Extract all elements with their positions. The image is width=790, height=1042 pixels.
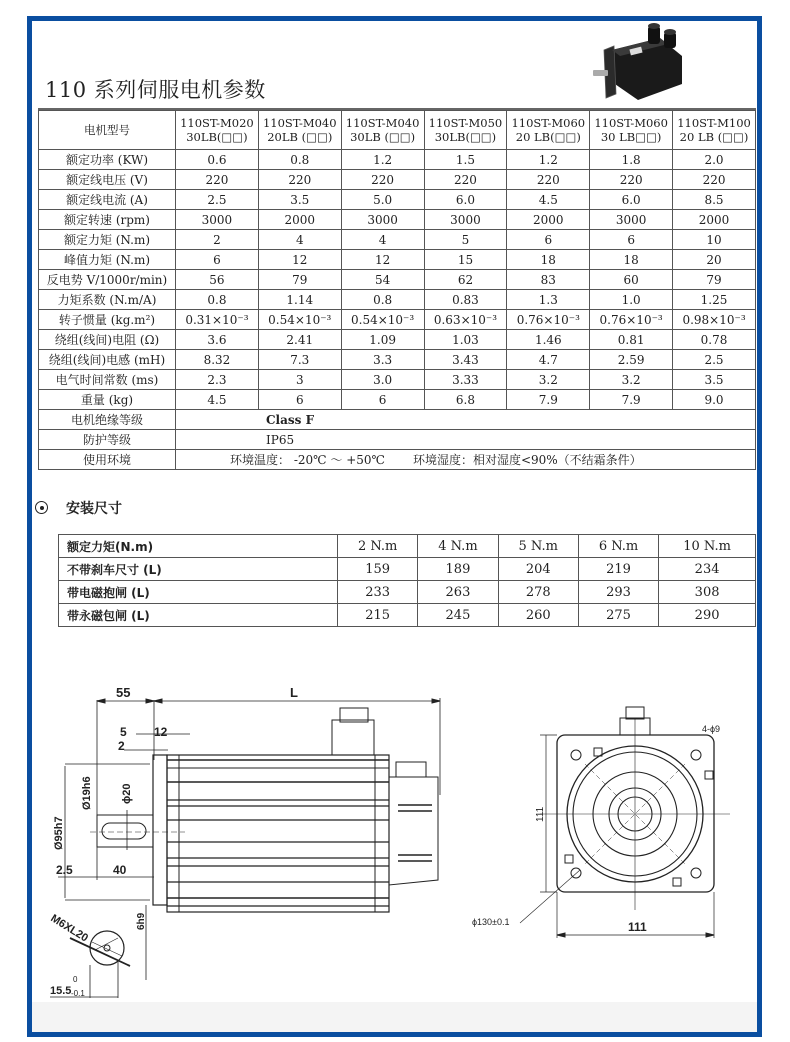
bottom-band	[32, 1002, 757, 1032]
spec-value: 1.09	[341, 330, 424, 350]
spec-value: 3.3	[341, 350, 424, 370]
spec-value: 7.9	[590, 390, 673, 410]
model-header: 电机型号	[39, 111, 176, 150]
spec-value: 0.8	[258, 150, 341, 170]
spec-value: 8.5	[673, 190, 756, 210]
spec-value: 3	[258, 370, 341, 390]
spec-value: 1.14	[258, 290, 341, 310]
side-view	[48, 685, 440, 998]
model-cell	[507, 111, 590, 150]
spec-value: 1.0	[590, 290, 673, 310]
spec-value: 6	[341, 390, 424, 410]
model-line-1: 110ST-M020	[180, 116, 254, 130]
spec-row-label: 电气时间常数 (ms)	[39, 370, 176, 390]
spec-value: 0.83	[424, 290, 507, 310]
spec-row	[39, 390, 756, 410]
spec-value: 220	[424, 170, 507, 190]
spec-row-label: 力矩系数 (N.m/A)	[39, 290, 176, 310]
dim-19h6: Ø19h6	[81, 776, 93, 810]
dims-value: 260	[498, 604, 578, 627]
spec-row-label: 峰值力矩 (N.m)	[39, 250, 176, 270]
dim-40: 40	[113, 863, 127, 877]
dims-row	[59, 581, 756, 604]
holes-label: 4-ϕ9	[702, 724, 721, 734]
spec-value: 5.0	[341, 190, 424, 210]
install-section-title: 安装尺寸	[66, 501, 122, 517]
spec-value: 3000	[424, 210, 507, 230]
spec-value: 220	[341, 170, 424, 190]
spec-value: 15	[424, 250, 507, 270]
spec-value: 9.0	[673, 390, 756, 410]
model-line-2: 20LB (□□)	[267, 130, 333, 144]
spec-value: 62	[424, 270, 507, 290]
model-cell	[673, 111, 756, 150]
environment-value	[176, 450, 756, 470]
spec-value: 2.5	[673, 350, 756, 370]
spec-value: 4	[341, 230, 424, 250]
spec-value: 3.6	[176, 330, 259, 350]
spec-value: 0.81	[590, 330, 673, 350]
motor-dimension-drawing	[40, 680, 755, 1000]
dim-20: ϕ20	[121, 783, 133, 804]
env-temperature: 环境温度： -20℃ ～ +50℃	[230, 452, 385, 467]
spec-value: 12	[258, 250, 341, 270]
dim-5: 5	[120, 725, 127, 739]
front-height: 111	[535, 806, 546, 822]
dims-value: 233	[338, 581, 418, 604]
spec-value: 6	[258, 390, 341, 410]
spec-value: 5	[424, 230, 507, 250]
spec-row	[39, 250, 756, 270]
model-line-1: 110ST-M040	[345, 116, 420, 130]
spec-row-label: 转子惯量 (kg.m²)	[39, 310, 176, 330]
dims-row	[59, 604, 756, 627]
spec-value: 1.3	[507, 290, 590, 310]
insulation-label: 电机绝缘等级	[39, 410, 176, 430]
spec-value: 56	[176, 270, 259, 290]
spec-value: 0.98×10⁻³	[673, 310, 756, 330]
spec-value: 1.8	[590, 150, 673, 170]
model-line-2: 30LB(□□)	[434, 130, 497, 144]
spec-value: 1.03	[424, 330, 507, 350]
spec-value: 0.76×10⁻³	[507, 310, 590, 330]
spec-row	[39, 190, 756, 210]
insulation-row	[39, 410, 756, 430]
spec-row	[39, 350, 756, 370]
dims-row	[59, 558, 756, 581]
spec-row	[39, 230, 756, 250]
spec-value: 220	[590, 170, 673, 190]
spec-value: 0.31×10⁻³	[176, 310, 259, 330]
dims-value: 245	[418, 604, 498, 627]
torque-header: 6 N.m	[578, 535, 658, 558]
dims-value: 189	[418, 558, 498, 581]
dims-value: 290	[659, 604, 756, 627]
spec-value: 3000	[590, 210, 673, 230]
model-line-2: 30LB (□□)	[350, 130, 416, 144]
environment-label: 使用环境	[39, 450, 176, 470]
spec-row-label: 额定线电压 (V)	[39, 170, 176, 190]
spec-value: 7.9	[507, 390, 590, 410]
spec-value: 7.3	[258, 350, 341, 370]
dim-2-5: 2.5	[56, 863, 73, 877]
key-dim: 15.5	[50, 985, 72, 997]
dim-55: 55	[116, 685, 131, 700]
thread-label: M6XL20	[48, 912, 91, 945]
dims-header-label: 额定力矩(N.m)	[59, 535, 338, 558]
dims-value: 159	[338, 558, 418, 581]
spec-row-label: 重量 (kg)	[39, 390, 176, 410]
dims-value: 263	[418, 581, 498, 604]
front-view	[472, 707, 730, 938]
spec-value: 4.5	[176, 390, 259, 410]
model-cell	[590, 111, 673, 150]
spec-value: 0.8	[341, 290, 424, 310]
spec-value: 60	[590, 270, 673, 290]
servo-motor-photo	[590, 20, 690, 106]
spec-value: 3.0	[341, 370, 424, 390]
spec-row	[39, 310, 756, 330]
spec-value: 18	[590, 250, 673, 270]
spec-value: 2000	[673, 210, 756, 230]
dim-12: 12	[154, 725, 168, 739]
spec-value: 0.8	[176, 290, 259, 310]
spec-value: 0.6	[176, 150, 259, 170]
spec-row-label: 额定线电流 (A)	[39, 190, 176, 210]
spec-value: 54	[341, 270, 424, 290]
spec-value: 6.0	[590, 190, 673, 210]
page-title: 110 系列伺服电机参数	[45, 78, 266, 102]
spec-row	[39, 290, 756, 310]
dims-value: 219	[578, 558, 658, 581]
spec-value: 3.5	[673, 370, 756, 390]
model-line-1: 110ST-M050	[428, 116, 503, 130]
pcd-label: ϕ130±0.1	[472, 917, 510, 927]
spec-value: 79	[258, 270, 341, 290]
model-cell	[424, 111, 507, 150]
key-tol-down: -0.1	[71, 989, 85, 998]
model-line-1: 110ST-M060	[594, 116, 668, 130]
spec-value: 1.5	[424, 150, 507, 170]
spec-value: 83	[507, 270, 590, 290]
key-tol-up: 0	[73, 975, 78, 984]
torque-header: 4 N.m	[418, 535, 498, 558]
target-icon	[35, 501, 48, 514]
spec-value: 6	[507, 230, 590, 250]
dims-value: 293	[578, 581, 658, 604]
model-line-1: 110ST-M040	[262, 116, 337, 130]
spec-value: 3.33	[424, 370, 507, 390]
spec-value: 79	[673, 270, 756, 290]
model-line-2: 30LB(□□)	[186, 130, 248, 144]
dims-value: 215	[338, 604, 418, 627]
environment-row	[39, 450, 756, 470]
dims-value: 204	[498, 558, 578, 581]
model-line-1: 110ST-M100	[677, 116, 751, 130]
spec-value: 3.2	[507, 370, 590, 390]
spec-value: 0.54×10⁻³	[258, 310, 341, 330]
spec-row-label: 绕组(线间)电感 (mH)	[39, 350, 176, 370]
dim-6h9: 6h9	[136, 912, 147, 930]
dims-value: 308	[659, 581, 756, 604]
dim-2: 2	[118, 739, 125, 753]
spec-value: 220	[673, 170, 756, 190]
torque-header: 5 N.m	[498, 535, 578, 558]
spec-value: 1.2	[341, 150, 424, 170]
spec-row	[39, 270, 756, 290]
spec-row	[39, 330, 756, 350]
spec-value: 18	[507, 250, 590, 270]
spec-value: 3.2	[590, 370, 673, 390]
install-dimension-table	[58, 534, 756, 627]
spec-value: 220	[176, 170, 259, 190]
spec-value: 3.43	[424, 350, 507, 370]
dims-row-label: 不带刹车尺寸 (L)	[59, 558, 338, 581]
dim-L: L	[290, 685, 298, 700]
model-line-1: 110ST-M060	[511, 116, 586, 130]
spec-value: 2000	[258, 210, 341, 230]
dims-value: 275	[578, 604, 658, 627]
spec-value: 6	[176, 250, 259, 270]
dims-value: 278	[498, 581, 578, 604]
front-width: 111	[628, 920, 647, 934]
spec-value: 10	[673, 230, 756, 250]
dims-row-label: 带电磁抱闸 (L)	[59, 581, 338, 604]
spec-header-row	[39, 111, 756, 150]
spec-value: 3000	[176, 210, 259, 230]
dim-95h7: Ø95h7	[53, 816, 65, 850]
protection-row	[39, 430, 756, 450]
spec-value: 4	[258, 230, 341, 250]
spec-value: 8.32	[176, 350, 259, 370]
spec-row	[39, 210, 756, 230]
spec-value: 2.59	[590, 350, 673, 370]
spec-value: 2.5	[176, 190, 259, 210]
insulation-value: Class F	[176, 410, 756, 430]
model-cell	[258, 111, 341, 150]
spec-value: 2000	[507, 210, 590, 230]
protection-label: 防护等级	[39, 430, 176, 450]
model-line-2: 20 LB(□□)	[515, 130, 581, 144]
dims-row-label: 带永磁包闸 (L)	[59, 604, 338, 627]
model-line-2: 20 LB (□□)	[679, 130, 749, 144]
spec-value: 0.63×10⁻³	[424, 310, 507, 330]
spec-value: 0.76×10⁻³	[590, 310, 673, 330]
protection-value: IP65	[176, 430, 756, 450]
spec-value: 2	[176, 230, 259, 250]
torque-header: 10 N.m	[659, 535, 756, 558]
install-section-heading	[35, 498, 122, 518]
spec-value: 0.54×10⁻³	[341, 310, 424, 330]
spec-value: 6	[590, 230, 673, 250]
spec-value: 6.0	[424, 190, 507, 210]
spec-value: 2.0	[673, 150, 756, 170]
torque-header: 2 N.m	[338, 535, 418, 558]
model-line-2: 30 LB□□)	[600, 130, 662, 144]
spec-row-label: 额定力矩 (N.m)	[39, 230, 176, 250]
spec-row-label: 额定转速 (rpm)	[39, 210, 176, 230]
spec-value: 220	[258, 170, 341, 190]
spec-value: 4.5	[507, 190, 590, 210]
spec-value: 1.2	[507, 150, 590, 170]
env-humidity: 环境湿度：相对湿度<90%（不结霜条件）	[412, 452, 642, 467]
spec-row	[39, 170, 756, 190]
spec-value: 1.25	[673, 290, 756, 310]
spec-value: 4.7	[507, 350, 590, 370]
model-cell	[341, 111, 424, 150]
spec-value: 6.8	[424, 390, 507, 410]
model-cell	[176, 111, 259, 150]
spec-value: 20	[673, 250, 756, 270]
spec-value: 3000	[341, 210, 424, 230]
spec-value: 12	[341, 250, 424, 270]
spec-row-label: 反电势 V/1000r/min)	[39, 270, 176, 290]
dims-value: 234	[659, 558, 756, 581]
spec-value: 1.46	[507, 330, 590, 350]
spec-value: 3.5	[258, 190, 341, 210]
dims-header-row	[59, 535, 756, 558]
spec-value: 220	[507, 170, 590, 190]
spec-row-label: 绕组(线间)电阻 (Ω)	[39, 330, 176, 350]
spec-table	[38, 110, 756, 470]
spec-row-label: 额定功率 (KW)	[39, 150, 176, 170]
spec-value: 0.78	[673, 330, 756, 350]
spec-row	[39, 370, 756, 390]
spec-row	[39, 150, 756, 170]
spec-value: 2.3	[176, 370, 259, 390]
spec-value: 2.41	[258, 330, 341, 350]
